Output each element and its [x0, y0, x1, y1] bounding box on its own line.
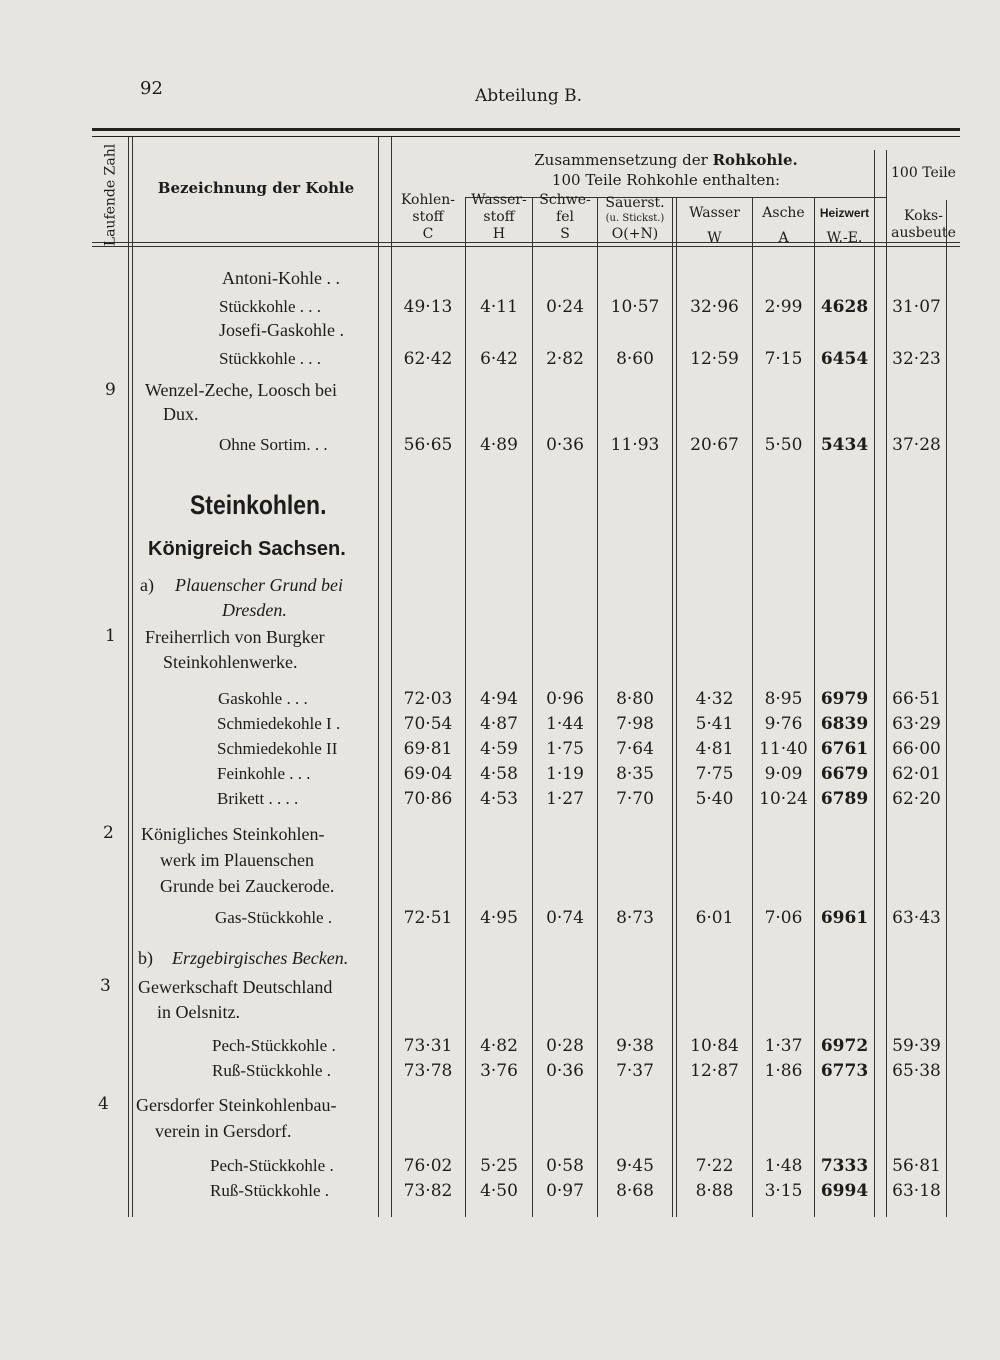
top-rule: [92, 128, 960, 131]
table-row: [0, 1180, 1000, 1205]
cell-we: 6679: [820, 764, 869, 784]
cell-c: 69·81: [403, 739, 453, 759]
cell-w: 5·41: [695, 714, 734, 734]
cell-we: 6773: [820, 1061, 869, 1081]
cell-s: 1·75: [546, 739, 584, 759]
cell-a: 10·24: [759, 789, 808, 809]
cell-o: 7·37: [616, 1061, 654, 1081]
cell-c: 73·82: [403, 1181, 453, 1201]
cell-o: 8·73: [616, 908, 654, 928]
cell-koks: 59·39: [892, 1036, 941, 1056]
group-subtitle: 100 Teile Rohkohle enthalten:: [551, 171, 781, 189]
cell-h: 4·95: [480, 908, 518, 928]
coal-type-label: Ruß-Stückkohle .: [212, 1061, 331, 1080]
cell-a: 11·40: [759, 739, 808, 759]
coal-type-label: Pech-Stückkohle .: [210, 1156, 334, 1175]
cell-s: 2·82: [546, 349, 584, 369]
koks-header: 100 Teile: [891, 165, 956, 181]
cell-c: 73·31: [403, 1036, 453, 1056]
cell-w: 32·96: [690, 297, 739, 317]
table-row: [0, 1155, 1000, 1180]
cell-s: 1·27: [546, 789, 584, 809]
subsection-a-title: Plauenscher Grund bei: [175, 575, 343, 595]
page-header: Abteilung B.: [475, 86, 583, 106]
label-josefi: Josefi-Gaskohle .: [219, 320, 344, 340]
cell-h: 4·87: [480, 714, 518, 734]
cell-h: 4·53: [480, 789, 518, 809]
cell-s: 1·44: [546, 714, 584, 734]
cell-w: 8·88: [695, 1181, 734, 1201]
cell-h: 4·59: [480, 739, 518, 759]
bezeichnung-header: Bezeichnung der Kohle: [157, 179, 355, 197]
subsection-a-title-2: Dresden.: [222, 600, 287, 620]
table-row: [0, 713, 1000, 738]
cell-s: 0·74: [546, 908, 584, 928]
coal-type-label: Stückkohle . . .: [219, 297, 321, 316]
cell-c: 49·13: [403, 297, 453, 317]
cell-h: 4·89: [480, 435, 518, 455]
cell-koks: 65·38: [892, 1061, 941, 1081]
cell-koks: 66·00: [892, 739, 941, 759]
cell-s: 0·96: [546, 689, 584, 709]
cell-c: 76·02: [403, 1156, 453, 1176]
cell-w: 5·40: [695, 789, 734, 809]
cell-o: 9·38: [616, 1036, 654, 1056]
cell-a: 9·76: [764, 714, 803, 734]
cell-koks: 56·81: [892, 1156, 941, 1176]
cell-s: 0·28: [546, 1036, 584, 1056]
entry-number: 2: [103, 823, 114, 843]
cell-w: 12·59: [690, 349, 739, 369]
entry-number: 4: [98, 1094, 109, 1114]
entry-name: Königliches Steinkohlen-: [141, 824, 325, 844]
entry-name: Dux.: [163, 404, 199, 424]
cell-o: 8·80: [616, 689, 654, 709]
entry-number: 1: [105, 626, 116, 646]
cell-a: 7·06: [764, 908, 803, 928]
entry-name: in Oelsnitz.: [157, 1002, 240, 1022]
cell-a: 5·50: [764, 435, 803, 455]
cell-c: 72·51: [403, 908, 453, 928]
cell-koks: 63·29: [892, 714, 941, 734]
table-row: [0, 348, 1000, 373]
cell-s: 0·58: [546, 1156, 584, 1176]
cell-s: 0·36: [546, 1061, 584, 1081]
cell-we: 6454: [820, 349, 869, 369]
cell-a: 8·95: [764, 689, 803, 709]
cell-koks: 63·43: [892, 908, 941, 928]
entry-number: 9: [105, 380, 116, 400]
kohlenstoff-header: Kohlen- stoff C: [400, 192, 456, 242]
koksausbeute-header: Koks- ausbeute: [891, 208, 956, 241]
cell-s: 1·19: [546, 764, 584, 784]
cell-o: 7·70: [616, 789, 654, 809]
cell-a: 1·37: [764, 1036, 803, 1056]
schwefel-header: Schwe- fel S: [539, 192, 591, 242]
heizwert-header: Heizwert W.-E.: [819, 206, 870, 246]
table-row: [0, 763, 1000, 788]
section-title-steinkohlen: Steinkohlen.: [190, 490, 327, 520]
table-row: [0, 1060, 1000, 1085]
cell-h: 4·50: [480, 1181, 518, 1201]
cell-h: 6·42: [480, 349, 518, 369]
label-antoni: Antoni-Kohle . .: [222, 268, 340, 288]
top-rule-thin: [92, 136, 960, 137]
coal-type-label: Pech-Stückkohle .: [212, 1036, 336, 1055]
cell-we: 6979: [820, 689, 869, 709]
cell-o: 9·45: [616, 1156, 654, 1176]
entry-number: 3: [100, 976, 111, 996]
coal-type-label: Schmiedekohle I .: [217, 714, 341, 733]
group-title: Zusammensetzung der Rohkohle.: [534, 151, 798, 169]
table-row: [0, 434, 1000, 459]
page-number: 92: [140, 78, 163, 99]
cell-o: 7·98: [616, 714, 654, 734]
cell-koks: 37·28: [892, 435, 941, 455]
cell-o: 8·35: [616, 764, 654, 784]
entry-name: verein in Gersdorf.: [155, 1121, 292, 1141]
cell-h: 4·11: [480, 297, 518, 317]
entry-name: Gewerkschaft Deutschland: [138, 977, 333, 997]
coal-type-label: Gaskohle . . .: [218, 689, 308, 708]
coal-type-label: Brikett . . . .: [217, 789, 299, 808]
cell-a: 3·15: [764, 1181, 803, 1201]
table-row: [0, 296, 1000, 321]
cell-h: 4·58: [480, 764, 518, 784]
table-row: [0, 738, 1000, 763]
cell-o: 11·93: [610, 435, 660, 455]
cell-w: 4·81: [695, 739, 734, 759]
laufende-zahl-header: Laufende Zahl: [102, 143, 119, 247]
entry-name: Grunde bei Zauckerode.: [160, 876, 335, 896]
cell-a: 7·15: [764, 349, 803, 369]
cell-w: 10·84: [690, 1036, 739, 1056]
entry-name: Gersdorfer Steinkohlenbau-: [136, 1095, 337, 1115]
cell-c: 70·86: [403, 789, 453, 809]
cell-we: 4628: [820, 297, 869, 317]
cell-we: 6789: [820, 789, 869, 809]
cell-koks: 31·07: [892, 297, 941, 317]
cell-c: 72·03: [403, 689, 453, 709]
cell-h: 4·94: [480, 689, 518, 709]
wasserstoff-header: Wasser- stoff H: [471, 192, 527, 242]
cell-c: 56·65: [403, 435, 453, 455]
cell-c: 70·54: [403, 714, 453, 734]
entry-name: Steinkohlenwerke.: [163, 652, 298, 672]
subsection-b-label: b): [138, 948, 153, 968]
cell-a: 2·99: [764, 297, 803, 317]
coal-type-label: Ruß-Stückkohle .: [210, 1181, 329, 1200]
coal-type-label: Ohne Sortim. . .: [219, 435, 328, 454]
coal-type-label: Stückkohle . . .: [219, 349, 321, 368]
cell-h: 5·25: [480, 1156, 518, 1176]
table-row: [0, 907, 1000, 932]
cell-we: 6839: [820, 714, 869, 734]
cell-we: 6961: [820, 908, 869, 928]
cell-we: 6761: [820, 739, 869, 759]
cell-w: 6·01: [695, 908, 734, 928]
cell-we: 5434: [820, 435, 869, 455]
cell-w: 20·67: [690, 435, 739, 455]
cell-koks: 62·20: [892, 789, 941, 809]
asche-header: Asche A: [762, 205, 805, 246]
table-row: [0, 1035, 1000, 1060]
cell-s: 0·24: [546, 297, 584, 317]
cell-a: 1·86: [764, 1061, 803, 1081]
entry-name: Wenzel-Zeche, Loosch bei: [145, 380, 337, 400]
cell-w: 7·75: [695, 764, 734, 784]
cell-h: 4·82: [480, 1036, 518, 1056]
cell-a: 1·48: [764, 1156, 803, 1176]
table-row: [0, 788, 1000, 813]
cell-w: 4·32: [695, 689, 734, 709]
wasser-header: Wasser W: [689, 205, 740, 246]
cell-w: 12·87: [690, 1061, 739, 1081]
cell-we: 6972: [820, 1036, 869, 1056]
table-row: [0, 688, 1000, 713]
cell-o: 8·60: [616, 349, 654, 369]
cell-koks: 66·51: [892, 689, 941, 709]
sauerstoff-header: Sauerst. (u. Stickst.) O(+N): [605, 195, 665, 242]
coal-type-label: Schmiedekohle II: [217, 739, 338, 758]
cell-s: 0·36: [546, 435, 584, 455]
cell-we: 7333: [820, 1156, 869, 1176]
subsection-b-title: Erzgebirgisches Becken.: [172, 948, 349, 968]
cell-o: 7·64: [616, 739, 654, 759]
cell-o: 10·57: [610, 297, 660, 317]
cell-c: 62·42: [403, 349, 453, 369]
cell-o: 8·68: [616, 1181, 654, 1201]
cell-koks: 63·18: [892, 1181, 941, 1201]
cell-h: 3·76: [480, 1061, 518, 1081]
cell-koks: 62·01: [892, 764, 941, 784]
cell-a: 9·09: [764, 764, 803, 784]
entry-name: Freiherrlich von Burgker: [145, 627, 325, 647]
cell-s: 0·97: [546, 1181, 584, 1201]
entry-name: werk im Plauenschen: [160, 850, 314, 870]
cell-c: 69·04: [403, 764, 453, 784]
cell-c: 73·78: [403, 1061, 453, 1081]
cell-w: 7·22: [695, 1156, 734, 1176]
cell-we: 6994: [820, 1181, 869, 1201]
section-title-sachsen: Königreich Sachsen.: [148, 538, 346, 560]
coal-type-label: Gas-Stückkohle .: [215, 908, 333, 927]
cell-koks: 32·23: [892, 349, 941, 369]
subsection-a-label: a): [140, 575, 154, 595]
coal-type-label: Feinkohle . . .: [217, 764, 311, 783]
